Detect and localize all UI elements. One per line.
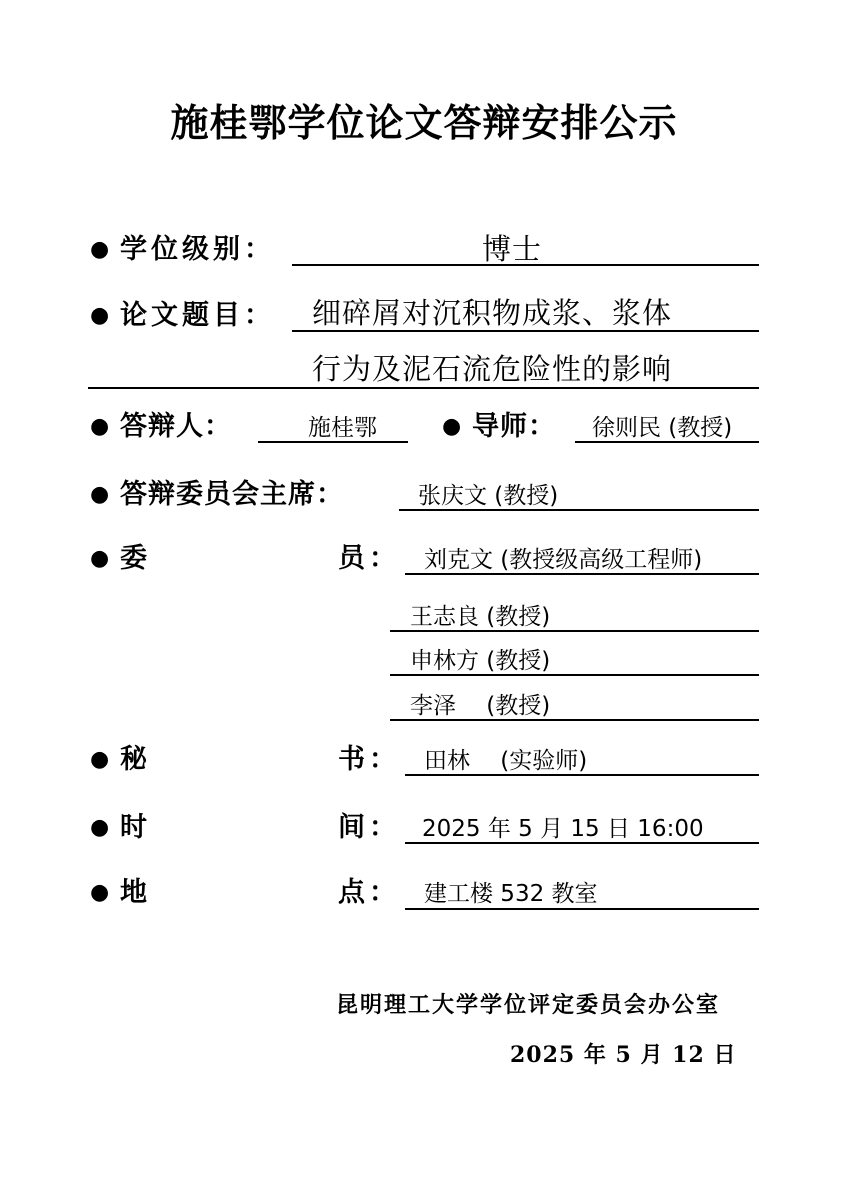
place-value: 建工楼 532 教室 [424,881,598,907]
place-label-a: 地 [120,877,151,908]
secretary-value: 田林 (实验师) [424,748,588,774]
secretary-label-b: 书： [338,744,400,775]
bullet-icon: ● [90,546,110,571]
place-underline [405,908,759,910]
secretary-label-a: 秘 [120,744,151,775]
bullet-icon: ● [90,880,110,905]
thesis-title-line1: 细碎屑对沉积物成浆、浆体 [312,296,673,330]
secretary-underline [405,774,759,776]
members-label-a: 委 [120,543,151,574]
issuing-office: 昆明理工大学学位评定委员会办公室 [336,992,721,1018]
members-label-b: 员： [338,543,400,574]
bullet-icon: ● [90,237,110,262]
bullet-icon: ● [90,303,110,328]
thesis-label: 论文题目： [120,300,275,331]
member-name: 申林方 (教授) [410,648,551,674]
degree-value: 博士 [482,232,543,266]
place-label-b: 点： [338,877,400,908]
time-underline [405,842,759,844]
time-label-a: 时 [120,812,151,843]
chair-value: 张庆文 (教授) [418,483,559,509]
degree-underline [292,264,759,266]
bullet-icon: ● [90,815,110,840]
bullet-icon: ● [90,482,110,507]
bullet-icon: ● [442,414,462,439]
member-name: 刘克文 (教授级高级工程师) [424,547,703,573]
advisor-label: 导师： [472,411,556,442]
bullet-icon: ● [90,414,110,439]
thesis-underline-2 [88,387,759,389]
time-label-b: 间： [338,812,400,843]
candidate-underline [258,441,408,443]
member-underline [405,573,759,575]
page-title: 施桂鄂学位论文答辩安排公示 [170,101,678,145]
time-value: 2025 年 5 月 15 日 16:00 [422,816,704,842]
degree-label: 学位级别： [120,234,275,265]
advisor-underline [575,441,759,443]
issue-date: 2025 年 5 月 12 日 [510,1042,737,1068]
chair-label: 答辩委员会主席： [120,479,344,510]
member-underline [390,674,759,676]
member-name: 王志良 (教授) [410,604,551,630]
bullet-icon: ● [90,747,110,772]
chair-underline [399,509,759,511]
member-underline [390,719,759,721]
member-underline [390,630,759,632]
candidate-value: 施桂鄂 [308,415,377,441]
thesis-underline-1 [292,330,759,332]
member-name: 李泽 (教授) [410,693,551,719]
thesis-title-line2: 行为及泥石流危险性的影响 [312,352,673,386]
candidate-label: 答辩人： [120,411,232,442]
advisor-value: 徐则民 (教授) [592,415,733,441]
